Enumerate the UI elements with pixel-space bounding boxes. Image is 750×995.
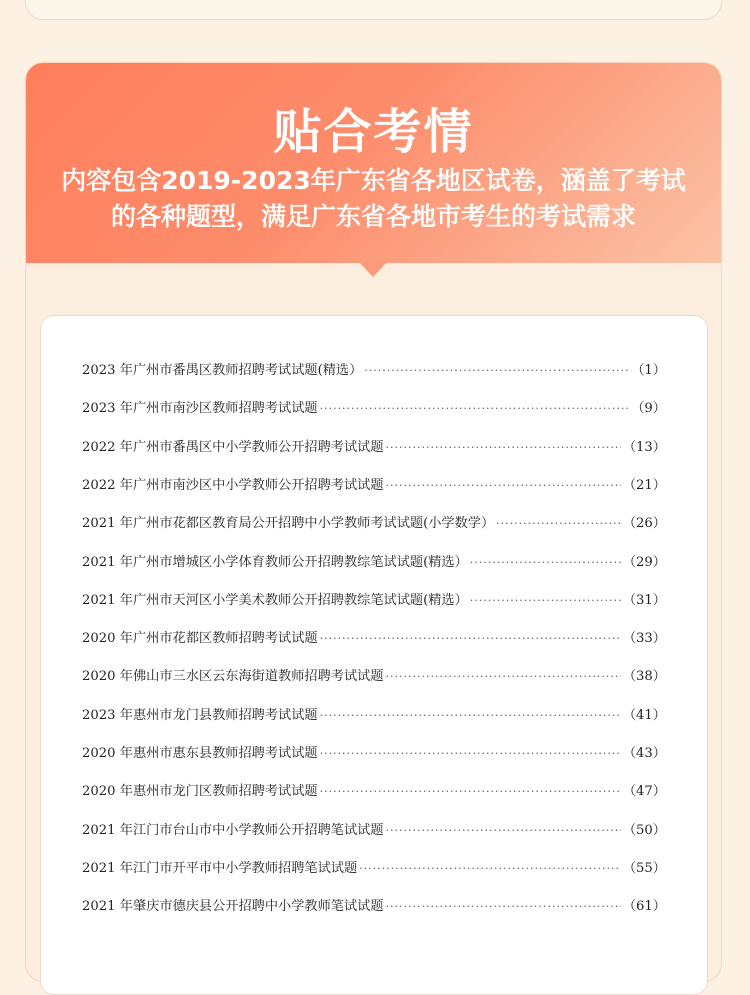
toc-leader-dots [320,709,621,722]
toc-entry-title: 2023 年广州市南沙区教师招聘考试试题 [82,401,318,417]
toc-entry-title: 2023 年广州市番禺区教师招聘考试试题(精选） [82,363,363,378]
toc-leader-dots [359,862,621,875]
toc-entry-page: （43） [622,746,666,761]
toc-entry-page: （1） [631,363,666,378]
toc-entry [82,589,666,611]
toc-entry-title: 2022 年广州市南沙区中小学教师公开招聘考试试题 [82,477,384,493]
toc-entry-title: 2021 年广州市花都区教育局公开招聘中小学教师考试试题(小学数学） [82,516,495,532]
feature-banner [26,63,721,263]
toc-entry-page: （50） [622,822,666,838]
toc-entry-page: （38） [622,669,666,685]
toc-leader-dots [320,785,621,798]
toc-entry-title: 2021 年江门市台山市中小学教师公开招聘笔试试题 [82,822,384,838]
toc-entry [82,474,666,496]
toc-entry-page: （21） [622,477,666,493]
toc-entry-page: （61） [622,899,666,915]
toc-entry-page: （47） [622,784,666,800]
banner-subtitle-line-1: 内容包含2019-2023年广东省各地区试卷，涵盖了考试 [61,166,686,195]
toc-entry-page: （26） [622,516,666,532]
toc-leader-dots [320,632,621,645]
toc-entry-title: 2020 年惠州市龙门区教师招聘考试试题 [82,784,318,800]
toc-entry [82,397,666,419]
toc-entry [82,819,666,841]
toc-entry-page: （31） [622,592,666,608]
toc-leader-dots [364,364,629,377]
toc-entry-title: 2020 年佛山市三水区云东海街道教师招聘考试试题 [82,669,384,685]
toc-entry [82,780,666,802]
toc-entry-page: （41） [622,707,666,723]
toc-entry-title: 2022 年广州市番禺区中小学教师公开招聘考试试题 [82,439,384,455]
toc-entry-page: （9） [631,401,666,417]
toc-entry-page: （29） [622,554,666,570]
toc-leader-dots [320,747,621,760]
toc-entry-title: 2021 年广州市增城区小学体育教师公开招聘教综笔试试题(精选） [82,554,468,570]
previous-card-bottom [25,0,722,20]
banner-title: 贴合考情 [273,104,474,160]
toc-entry [82,551,666,573]
toc-entry-title: 2020 年广州市花都区教师招聘考试试题 [82,631,318,647]
toc-entry [82,665,666,687]
toc-entry [82,704,666,726]
toc-leader-dots [386,441,621,454]
toc-leader-dots [386,479,621,492]
toc-entry [82,895,666,917]
toc-entry-title: 2023 年惠州市龙门县教师招聘考试试题 [82,707,318,723]
banner-pointer [358,261,388,277]
toc-entry-title: 2021 年广州市天河区小学美术教师公开招聘教综笔试试题(精选） [82,592,468,608]
toc-entry [82,627,666,649]
toc-entry [82,512,666,534]
toc-entry [82,359,666,381]
toc-entry [82,857,666,879]
toc-leader-dots [320,402,630,415]
toc-leader-dots [496,517,621,530]
toc-leader-dots [386,670,621,683]
banner-subtitle-line-2: 的各种题型，满足广东省各地市考生的考试需求 [110,202,636,231]
table-of-contents [40,315,708,995]
toc-entry [82,742,666,764]
toc-entry-title: 2021 年江门市开平市中小学教师招聘笔试试题 [82,860,358,876]
toc-entry-title: 2020 年惠州市惠东县教师招聘考试试题 [82,746,318,761]
toc-entry [82,436,666,458]
toc-leader-dots [386,824,621,837]
banner-subtitle [26,163,721,235]
toc-entry-page: （33） [622,631,666,647]
toc-leader-dots [470,556,621,569]
toc-leader-dots [386,900,621,913]
toc-leader-dots [470,594,621,607]
toc-entry-page: （13） [622,439,666,455]
toc-entry-title: 2021 年肇庆市德庆县公开招聘中小学教师笔试试题 [82,899,384,915]
toc-entry-page: （55） [622,860,666,876]
